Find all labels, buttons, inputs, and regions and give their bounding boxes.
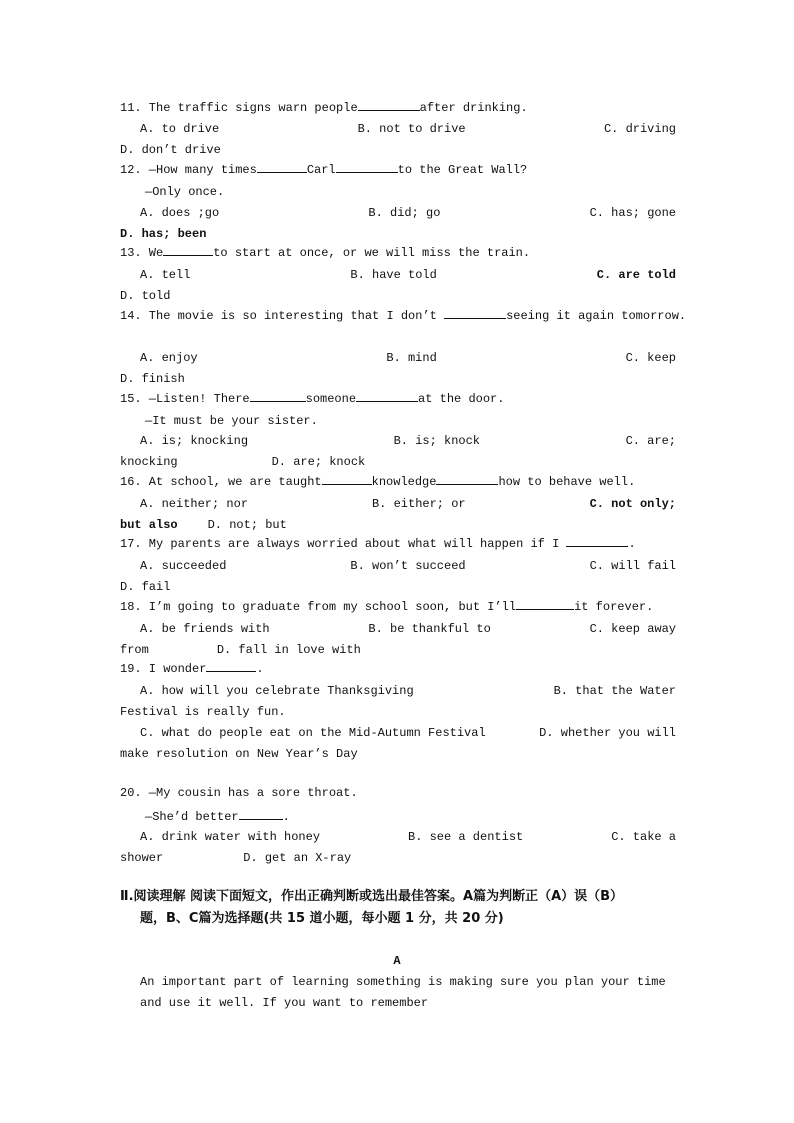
option-c-continued: knocking bbox=[120, 455, 178, 469]
question-19 bbox=[120, 658, 676, 680]
question-18-stem-end: it forever. bbox=[574, 600, 654, 614]
option-d: D. don’t drive bbox=[120, 143, 221, 157]
question-12-stem: 12. —How many times bbox=[120, 163, 257, 177]
question-16-stem-end: how to behave well. bbox=[498, 475, 636, 489]
option-c: C. keep away bbox=[589, 622, 676, 636]
question-13-stem-end: to start at once, or we will miss the train. bbox=[213, 246, 531, 260]
question-20-options bbox=[120, 827, 676, 869]
answer-blank bbox=[206, 658, 256, 672]
option-c: C. are told bbox=[596, 268, 676, 282]
option-b: B. not to drive bbox=[357, 122, 466, 136]
option-d-continued: make resolution on New Year’s Day bbox=[120, 747, 358, 761]
answer-blank bbox=[358, 97, 420, 111]
passage-heading: A bbox=[393, 954, 401, 968]
question-16-stem: 16. At school, we are taught bbox=[120, 475, 322, 489]
question-11-options bbox=[120, 119, 676, 161]
section-heading bbox=[120, 886, 680, 930]
option-d: D. fail bbox=[120, 580, 171, 594]
question-20: 20. —My cousin has a sore throat. bbox=[120, 786, 358, 800]
option-b: B. be thankful to bbox=[368, 622, 491, 636]
option-a: A. to drive bbox=[140, 122, 220, 136]
option-a: A. how will you celebrate Thanksgiving bbox=[140, 684, 414, 698]
passage-line-1: An important part of learning something is making sure you plan your time bbox=[140, 975, 666, 989]
option-d: D. has; been bbox=[120, 227, 207, 241]
option-a: A. is; knocking bbox=[140, 434, 249, 448]
question-18 bbox=[120, 596, 676, 618]
option-d: D. fall in love with bbox=[216, 643, 361, 657]
question-18-stem: 18. I’m going to graduate from my school soon, but I’ll bbox=[120, 600, 517, 614]
question-19-options bbox=[120, 681, 676, 765]
answer-blank bbox=[516, 596, 574, 610]
option-b: B. either; or bbox=[371, 497, 466, 511]
option-d: D. told bbox=[120, 289, 171, 303]
answer-blank bbox=[336, 159, 398, 173]
question-11-stem: 11. The traffic signs warn people bbox=[120, 101, 358, 115]
question-13-options bbox=[120, 265, 676, 307]
option-b: B. have told bbox=[350, 268, 437, 282]
question-12-reply: —Only once. bbox=[145, 185, 225, 199]
answer-blank bbox=[436, 471, 498, 485]
question-15-stem-mid: someone bbox=[305, 392, 357, 406]
question-19-stem: 19. I wonder bbox=[120, 662, 207, 676]
option-b: B. see a dentist bbox=[408, 830, 524, 844]
option-c: C. has; gone bbox=[589, 206, 676, 220]
option-c: C. will fail bbox=[589, 559, 676, 573]
question-12-stem-end: to the Great Wall? bbox=[397, 163, 528, 177]
question-19-stem-end: . bbox=[256, 662, 264, 676]
section-heading-line-1: Ⅱ.阅读理解 阅读下面短文，作出正确判断或选出最佳答案。A篇为判断正（A）误（B） bbox=[120, 889, 624, 904]
option-d: D. are; knock bbox=[271, 455, 366, 469]
question-13-stem: 13. We bbox=[120, 246, 164, 260]
option-b: B. mind bbox=[386, 351, 437, 365]
question-14-stem-end: seeing it again tomorrow. bbox=[506, 309, 687, 323]
answer-blank bbox=[356, 388, 418, 402]
section-heading-line-2: 题，B、C篇为选择题(共 15 道小题，每小题 1 分，共 20 分) bbox=[140, 911, 504, 926]
option-a: A. succeeded bbox=[140, 559, 227, 573]
option-a: A. drink water with honey bbox=[140, 830, 321, 844]
passage-line-2: and use it well. If you want to remember bbox=[140, 996, 429, 1010]
option-a: A. tell bbox=[140, 268, 191, 282]
option-c: C. keep bbox=[625, 351, 676, 365]
question-17-options bbox=[120, 556, 676, 598]
option-a: A. neither; nor bbox=[140, 497, 249, 511]
question-15 bbox=[120, 388, 676, 410]
question-20-reply-end: . bbox=[282, 810, 290, 824]
question-12-stem-mid: Carl bbox=[306, 163, 336, 177]
question-12 bbox=[120, 159, 676, 181]
option-d: D. get an X-ray bbox=[243, 851, 352, 865]
answer-blank bbox=[250, 388, 306, 402]
answer-blank bbox=[257, 159, 307, 173]
option-c-continued: shower bbox=[120, 851, 164, 865]
question-16-options bbox=[120, 494, 676, 536]
question-20-reply-text: —She’d better bbox=[145, 810, 239, 824]
option-a: A. does ;go bbox=[140, 206, 220, 220]
option-c: C. take a bbox=[611, 830, 676, 844]
question-20-reply bbox=[145, 806, 701, 828]
question-11 bbox=[120, 97, 676, 119]
option-c-continued: but also bbox=[120, 518, 178, 532]
question-14-stem: 14. The movie is so interesting that I don’t bbox=[120, 309, 445, 323]
question-17-stem: 17. My parents are always worried about what will happen if I bbox=[120, 537, 567, 551]
answer-blank bbox=[163, 242, 213, 256]
option-c: C. not only; bbox=[589, 497, 676, 511]
question-18-options bbox=[120, 619, 676, 661]
option-c: C. what do people eat on the Mid-Autumn Festival bbox=[140, 726, 486, 740]
question-17-stem-end: . bbox=[628, 537, 636, 551]
answer-blank bbox=[322, 471, 372, 485]
question-15-stem-end: at the door. bbox=[418, 392, 505, 406]
option-a: A. enjoy bbox=[140, 351, 198, 365]
question-16-stem-mid: knowledge bbox=[371, 475, 437, 489]
question-17 bbox=[120, 533, 676, 555]
question-15-stem: 15. —Listen! There bbox=[120, 392, 250, 406]
option-d: D. not; but bbox=[207, 518, 287, 532]
passage-text bbox=[140, 972, 676, 1014]
question-14-options bbox=[120, 348, 676, 390]
option-b: B. won’t succeed bbox=[350, 559, 466, 573]
option-a: A. be friends with bbox=[140, 622, 270, 636]
question-11-stem-end: after drinking. bbox=[419, 101, 528, 115]
question-13 bbox=[120, 242, 676, 264]
option-d: D. whether you will bbox=[539, 726, 676, 740]
question-15-reply: —It must be your sister. bbox=[145, 414, 318, 428]
option-d: D. finish bbox=[120, 372, 185, 386]
option-b: B. is; knock bbox=[393, 434, 481, 448]
answer-blank bbox=[444, 305, 506, 319]
option-c: C. driving bbox=[603, 122, 676, 136]
question-16 bbox=[120, 471, 676, 493]
question-12-options bbox=[120, 203, 676, 245]
option-b-continued: Festival is really fun. bbox=[120, 705, 286, 719]
option-c: C. are; bbox=[625, 434, 676, 448]
question-14 bbox=[120, 305, 687, 327]
option-b: B. that the Water bbox=[553, 684, 676, 698]
option-c-continued: from bbox=[120, 643, 149, 657]
answer-blank bbox=[239, 806, 283, 820]
answer-blank bbox=[566, 533, 628, 547]
option-b: B. did; go bbox=[368, 206, 441, 220]
question-15-options bbox=[120, 431, 676, 473]
